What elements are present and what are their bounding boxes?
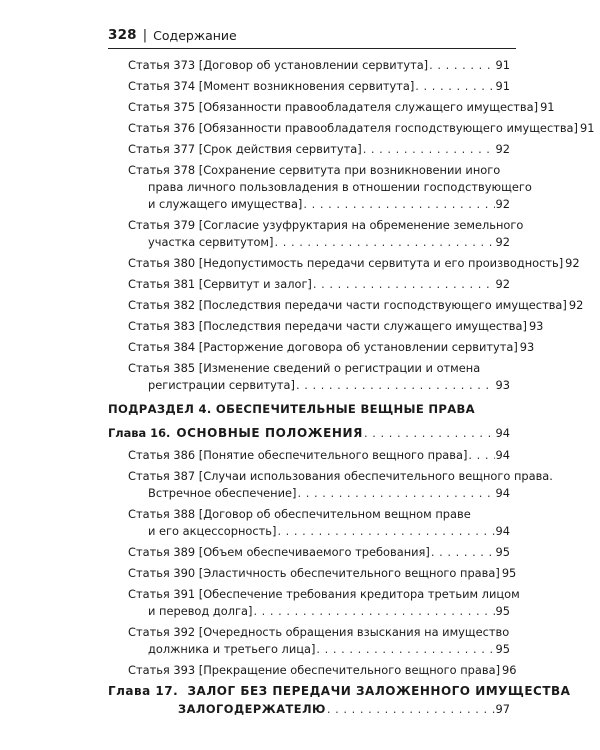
chapter-heading-line: Глава 17. ЗАЛОГ БЕЗ ПЕРЕДАЧИ ЗАЛОЖЕННОГО ИМУЩЕСТВА <box>108 684 571 698</box>
toc-entry-line: Статья 392 [Очередность обращения взыскания на имущество <box>128 625 510 639</box>
toc-entry: Статья 377 [Срок действия сервитута] . . . 92 <box>128 142 510 156</box>
toc-entry-line: Статья 379 [Согласие узуфруктария на обременение земельного <box>128 218 524 232</box>
header-separator: | <box>142 27 148 43</box>
toc-entry-line: права личного пользовладения в отношении господствующего <box>148 180 532 194</box>
toc-entry: Статья 381 [Сервитут и залог] . . . 92 <box>128 277 510 291</box>
toc-entry: Статья 376 [Обязанности правообладателя господствующего имущества] 91 <box>128 121 595 135</box>
toc-entry-line: Статья 391 [Обеспечение требования кредитора третьим лицом <box>128 587 520 601</box>
chapter-heading: Глава 16. ОСНОВНЫЕ ПОЛОЖЕНИЯ . . . 94 <box>108 426 510 440</box>
toc-entry: Статья 389 [Объем обеспечиваемого требования] . . . 95 <box>128 545 510 559</box>
toc-entry-line: Статья 387 [Случаи использования обеспечительного вещного права. <box>128 469 553 483</box>
toc-entry: регистрации сервитута] . . . 93 <box>148 378 510 392</box>
toc-entry: Статья 390 [Эластичность обеспечительного вещного права] 95 <box>128 566 517 580</box>
subsection-heading: ПОДРАЗДЕЛ 4. ОБЕСПЕЧИТЕЛЬНЫЕ ВЕЩНЫЕ ПРАВА <box>108 402 475 416</box>
page-number: 328 <box>108 27 137 43</box>
toc-entry: Встречное обеспечение] . . . 94 <box>148 486 510 500</box>
toc-entry: участка сервитутом] . . . 92 <box>148 235 510 249</box>
toc-entry: и служащего имущества] . . . 92 <box>148 197 510 211</box>
toc-entry-line: Статья 385 [Изменение сведений о регистрации и отмена <box>128 361 481 375</box>
toc-entry: Статья 393 [Прекращение обеспечительного вещного права] 96 <box>128 663 517 677</box>
toc-entry: Статья 380 [Недопустимость передачи сервитута и его производность] 92 <box>128 256 580 270</box>
toc-entry-line: Статья 388 [Договор об обеспечительном вещном праве <box>128 507 471 521</box>
toc-entry: и его акцессорность] . . . 94 <box>148 524 510 538</box>
toc-entry: и перевод долга] . . . 95 <box>148 604 510 618</box>
toc-entry: должника и третьего лица] . . . 95 <box>148 642 510 656</box>
running-header <box>108 24 508 46</box>
chapter-heading: ЗАЛОГОДЕРЖАТЕЛЮ . . . 97 <box>178 702 510 716</box>
toc-entry: Статья 386 [Понятие обеспечительного вещного права] . . . 94 <box>128 448 510 462</box>
header-rule <box>108 48 516 49</box>
toc-entry: Статья 373 [Договор об установлении сервитута] . . . 91 <box>128 58 510 72</box>
toc-entry: Статья 374 [Момент возникновения сервитута] . . . 91 <box>128 79 510 93</box>
running-title: Содержание <box>153 27 237 43</box>
toc-entry: Статья 383 [Последствия передачи части служащего имущества] 93 <box>128 319 544 333</box>
toc-entry-line: Статья 378 [Сохранение сервитута при возникновении иного <box>128 163 501 177</box>
toc-entry: Статья 375 [Обязанности правообладателя служащего имущества] 91 <box>128 100 555 114</box>
toc-entry: Статья 382 [Последствия передачи части господствующего имущества] 92 <box>128 298 584 312</box>
toc-entry: Статья 384 [Расторжение договора об установлении сервитута] 93 <box>128 340 535 354</box>
